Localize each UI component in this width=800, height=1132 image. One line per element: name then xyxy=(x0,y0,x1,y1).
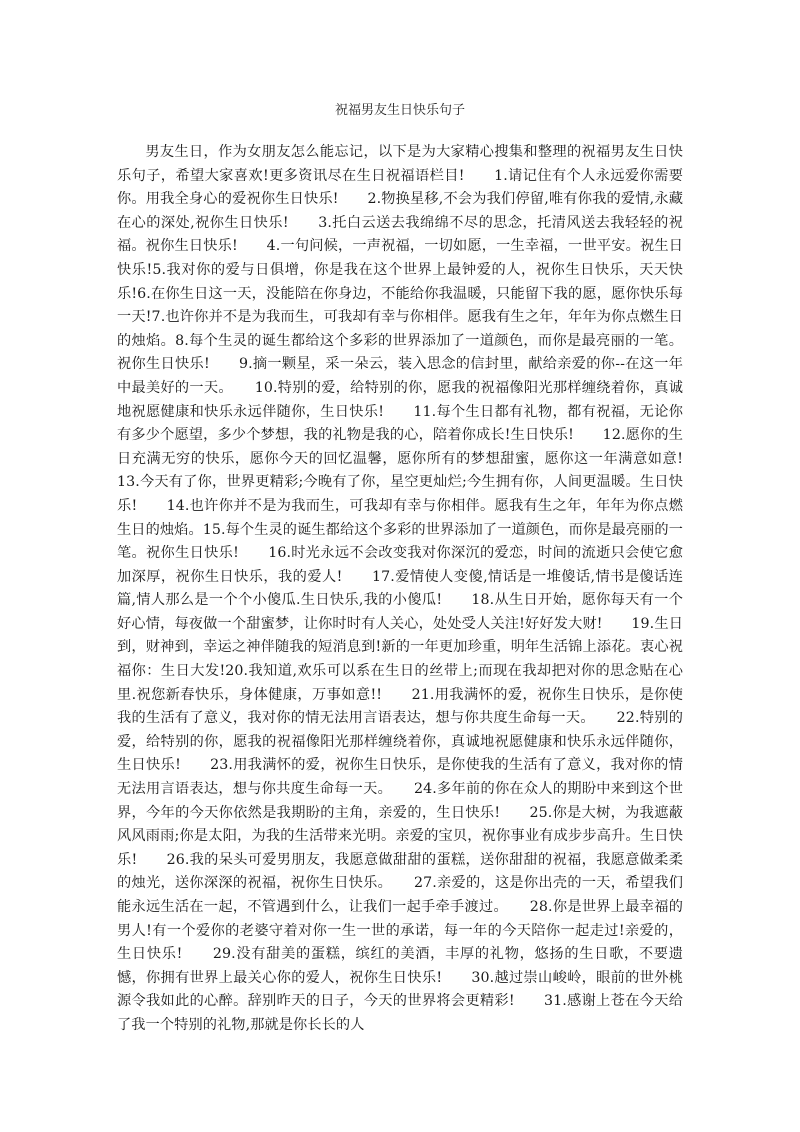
body-paragraph: 男友生日，作为女朋友怎么能忘记，以下是为大家精心搜集和整理的祝福男友生日快乐句子，希望大家喜欢!更多资讯尽在生日祝福语栏目! 1.请记住有个人永远爱你需要你。用我全身心的爱祝你生日快乐! 2.物换星移,不会为我们停留,唯有你我的爱情,永藏在心的深处,祝你生日快乐! 3.托白云送去我绵绵不尽的思念，托清风送去我轻轻的祝福。祝你生日快乐! 4.一句问候，一声祝福，一切如愿，一生幸福，一世平安。祝生日快乐!5.我对你的爱与日俱增，你是我在这个世界上最钟爱的人，祝你生日快乐，天天快乐!6.在你生日这一天，没能陪在你身边，不能给你我温暖，只能留下我的愿，愿你快乐每一天!7.也许你并不是为我而生，可我却有幸与你相伴。愿我有生之年，年年为你点燃生日的烛焰。8.每个生灵的诞生都给这个多彩的世界添加了一道颜色，而你是最亮丽的一笔。祝你生日快乐! 9.摘一颗星，采一朵云，装入思念的信封里，献给亲爱的你--在这一年中最美好的一天。 10.特别的爱，给特别的你，愿我的祝福像阳光那样缠绕着你，真诚地祝愿健康和快乐永远伴随你，生日快乐! 11.每个生日都有礼物，都有祝福，无论你有多少个愿望，多少个梦想，我的礼物是我的心，陪着你成长!生日快乐! 12.愿你的生日充满无穷的快乐，愿你今天的回忆温馨，愿你所有的梦想甜蜜，愿你这一年满意如意! 13.今天有了你，世界更精彩;今晚有了你，星空更灿烂;今生拥有你，人间更温暖。生日快乐! 14.也许你并不是为我而生，可我却有幸与你相伴。愿我有生之年，年年为你点燃生日的烛焰。15.每个生灵的诞生都给这个多彩的世界添加了一道颜色，而你是最亮丽的一笔。祝你生日快乐! 16.时光永远不会改变我对你深沉的爱恋，时间的流逝只会使它愈加深厚，祝你生日快乐，我的爱人! 17.爱情使人变傻,情话是一堆傻话,情书是傻话连篇,情人那么是一个个小傻瓜.生日快乐,我的小傻瓜! 18.从生日开始，愿你每天有一个好心情，每夜做一个甜蜜梦，让你时时有人关心，处处受人关注!好好发大财! 19.生日到，财神到，幸运之神伴随我的短消息到!新的一年更加珍重，明年生活锦上添花。衷心祝福你：生日大发!20.我知道,欢乐可以系在生日的丝带上;而现在我却把对你的思念贴在心里.祝您新春快乐，身体健康，万事如意!! 21.用我满怀的爱，祝你生日快乐，是你使我的生活有了意义，我对你的情无法用言语表达，想与你共度生命每一天。 22.特别的爱，给特别的你，愿我的祝福像阳光那样缠绕着你，真诚地祝愿健康和快乐永远伴随你，生日快乐! 23.用我满怀的爱，祝你生日快乐，是你使我的生活有了意义，我对你的情无法用言语表达，想与你共度生命每一天。 24.多年前的你在众人的期盼中来到这个世界，今年的今天你依然是我期盼的主角，亲爱的，生日快乐! 25.你是大树，为我遮蔽风风雨雨;你是太阳，为我的生活带来光明。亲爱的宝贝，祝你事业有成步步高升。生日快乐! 26.我的呆头可爱男朋友，我愿意做甜甜的蛋糕，送你甜甜的祝福，我愿意做柔柔的烛光，送你深深的祝福，祝你生日快乐。 27.亲爱的，这是你出壳的一天，希望我们能永远生活在一起，不管遇到什么，让我们一起手牵手渡过。 28.你是世界上最幸福的男人!有一个爱你的老婆守着对你一生一世的承诺，每一年的今天陪你一起走过!亲爱的，生日快乐! 29.没有甜美的蛋糕，缤红的美酒，丰厚的礼物，悠扬的生日歌，不要遗憾，你拥有世界上最关心你的爱人，祝你生日快乐! 30.越过崇山峻岭，眼前的世外桃源令我如此的心醉。辞别昨天的日子，今天的世界将会更精彩! 31.感谢上苍在今天给了我一个特别的礼物,那就是你长长的人 xyxy=(117,144,712,1033)
page-title: 祝福男友生日快乐句子 xyxy=(334,103,465,118)
